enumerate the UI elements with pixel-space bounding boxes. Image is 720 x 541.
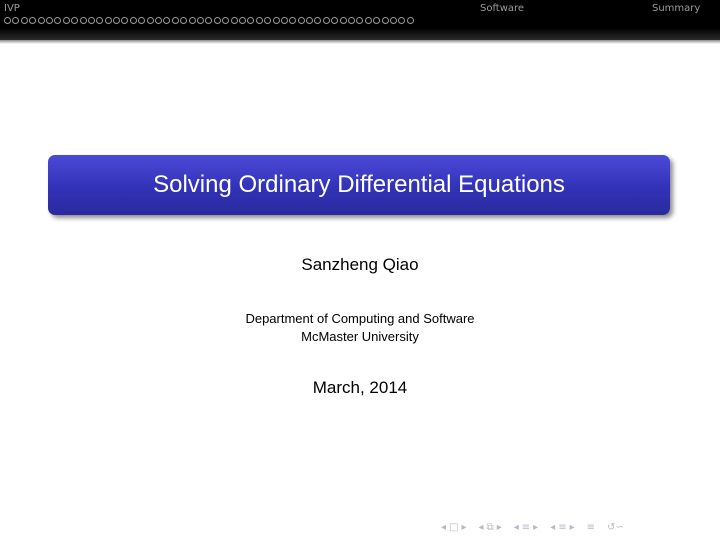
section-software[interactable]: Software xyxy=(480,3,525,14)
slide-dot[interactable] xyxy=(323,17,330,24)
slide-dot[interactable] xyxy=(138,17,145,24)
slide-dot[interactable] xyxy=(205,17,212,24)
slide-dot[interactable] xyxy=(155,17,162,24)
nav-section-back-icon[interactable]: ◂ xyxy=(550,521,556,533)
slide-dot[interactable] xyxy=(121,17,128,24)
slide-dot[interactable] xyxy=(46,17,53,24)
slide-dot[interactable] xyxy=(180,17,187,24)
institute-department: Department of Computing and Software xyxy=(245,311,475,326)
slide-dot[interactable] xyxy=(88,17,95,24)
nav-frame-forward-icon[interactable]: ▸ xyxy=(496,521,502,533)
slide-dot[interactable] xyxy=(21,17,28,24)
slide-dot[interactable] xyxy=(264,17,271,24)
title-box xyxy=(48,155,670,215)
nav-frame-icon: ⧉ xyxy=(486,521,494,533)
slide-dot[interactable] xyxy=(247,17,254,24)
slide-dot[interactable] xyxy=(214,17,221,24)
slide-dot[interactable] xyxy=(281,17,288,24)
nav-align-icon[interactable]: ≡ xyxy=(586,521,596,533)
nav-subsection-forward-icon[interactable]: ▸ xyxy=(533,521,539,533)
date: March, 2014 xyxy=(312,378,408,397)
slide-dot[interactable] xyxy=(348,17,355,24)
slide-dot[interactable] xyxy=(231,17,238,24)
slide-dot[interactable] xyxy=(63,17,70,24)
slide-title: Solving Ordinary Differential Equations xyxy=(153,171,565,198)
slide-dot[interactable] xyxy=(222,17,229,24)
navigation-controls xyxy=(441,520,624,534)
slide-dot[interactable] xyxy=(71,17,78,24)
slide-dot[interactable] xyxy=(54,17,61,24)
slide-dot[interactable] xyxy=(12,17,19,24)
slide-dot[interactable] xyxy=(239,17,246,24)
slide-dot[interactable] xyxy=(113,17,120,24)
slide-dot[interactable] xyxy=(273,17,280,24)
header-bar xyxy=(0,0,720,40)
slide-dot[interactable] xyxy=(398,17,405,24)
nav-subsection-icon: ≡ xyxy=(521,521,531,533)
slide-dot[interactable] xyxy=(298,17,305,24)
slide-dot[interactable] xyxy=(356,17,363,24)
slide-dot[interactable] xyxy=(331,17,338,24)
header-shadow xyxy=(0,40,720,44)
section-summary[interactable]: Summary xyxy=(652,3,701,14)
slide-dot[interactable] xyxy=(189,17,196,24)
slide-dot[interactable] xyxy=(340,17,347,24)
slide-dot[interactable] xyxy=(172,17,179,24)
nav-frame-back-icon[interactable]: ◂ xyxy=(478,521,484,533)
slide-dot[interactable] xyxy=(163,17,170,24)
slide-dot[interactable] xyxy=(29,17,36,24)
slide-dot[interactable] xyxy=(38,17,45,24)
nav-slide-icon: □ xyxy=(449,521,459,533)
slide-dot[interactable] xyxy=(105,17,112,24)
slide-dot[interactable] xyxy=(4,17,11,24)
author: Sanzheng Qiao xyxy=(301,255,419,274)
slide-dot[interactable] xyxy=(130,17,137,24)
nav-section-forward-icon[interactable]: ▸ xyxy=(569,521,575,533)
nav-section-icon: ≡ xyxy=(558,521,567,533)
section-ivp[interactable]: IVP xyxy=(4,3,20,14)
slide-dot[interactable] xyxy=(197,17,204,24)
slide-dot[interactable] xyxy=(407,17,414,24)
slide-dot[interactable] xyxy=(373,17,380,24)
slide-dot[interactable] xyxy=(96,17,103,24)
slide-dot[interactable] xyxy=(289,17,296,24)
slide-dot[interactable] xyxy=(306,17,313,24)
nav-slide-back-icon[interactable]: ◂ xyxy=(441,521,447,533)
slide-dot[interactable] xyxy=(365,17,372,24)
slide-dot[interactable] xyxy=(80,17,87,24)
slide-dot[interactable] xyxy=(256,17,263,24)
nav-slide-forward-icon[interactable]: ▸ xyxy=(461,521,467,533)
nav-subsection-back-icon[interactable]: ◂ xyxy=(513,521,519,533)
slide-dot[interactable] xyxy=(314,17,321,24)
slide-dot[interactable] xyxy=(390,17,397,24)
slide-dot[interactable] xyxy=(382,17,389,24)
slide-dot[interactable] xyxy=(147,17,154,24)
institute-university: McMaster University xyxy=(301,329,419,344)
slide-progress-dots xyxy=(4,17,414,25)
nav-search-icon[interactable]: ↺∽ xyxy=(607,521,624,533)
